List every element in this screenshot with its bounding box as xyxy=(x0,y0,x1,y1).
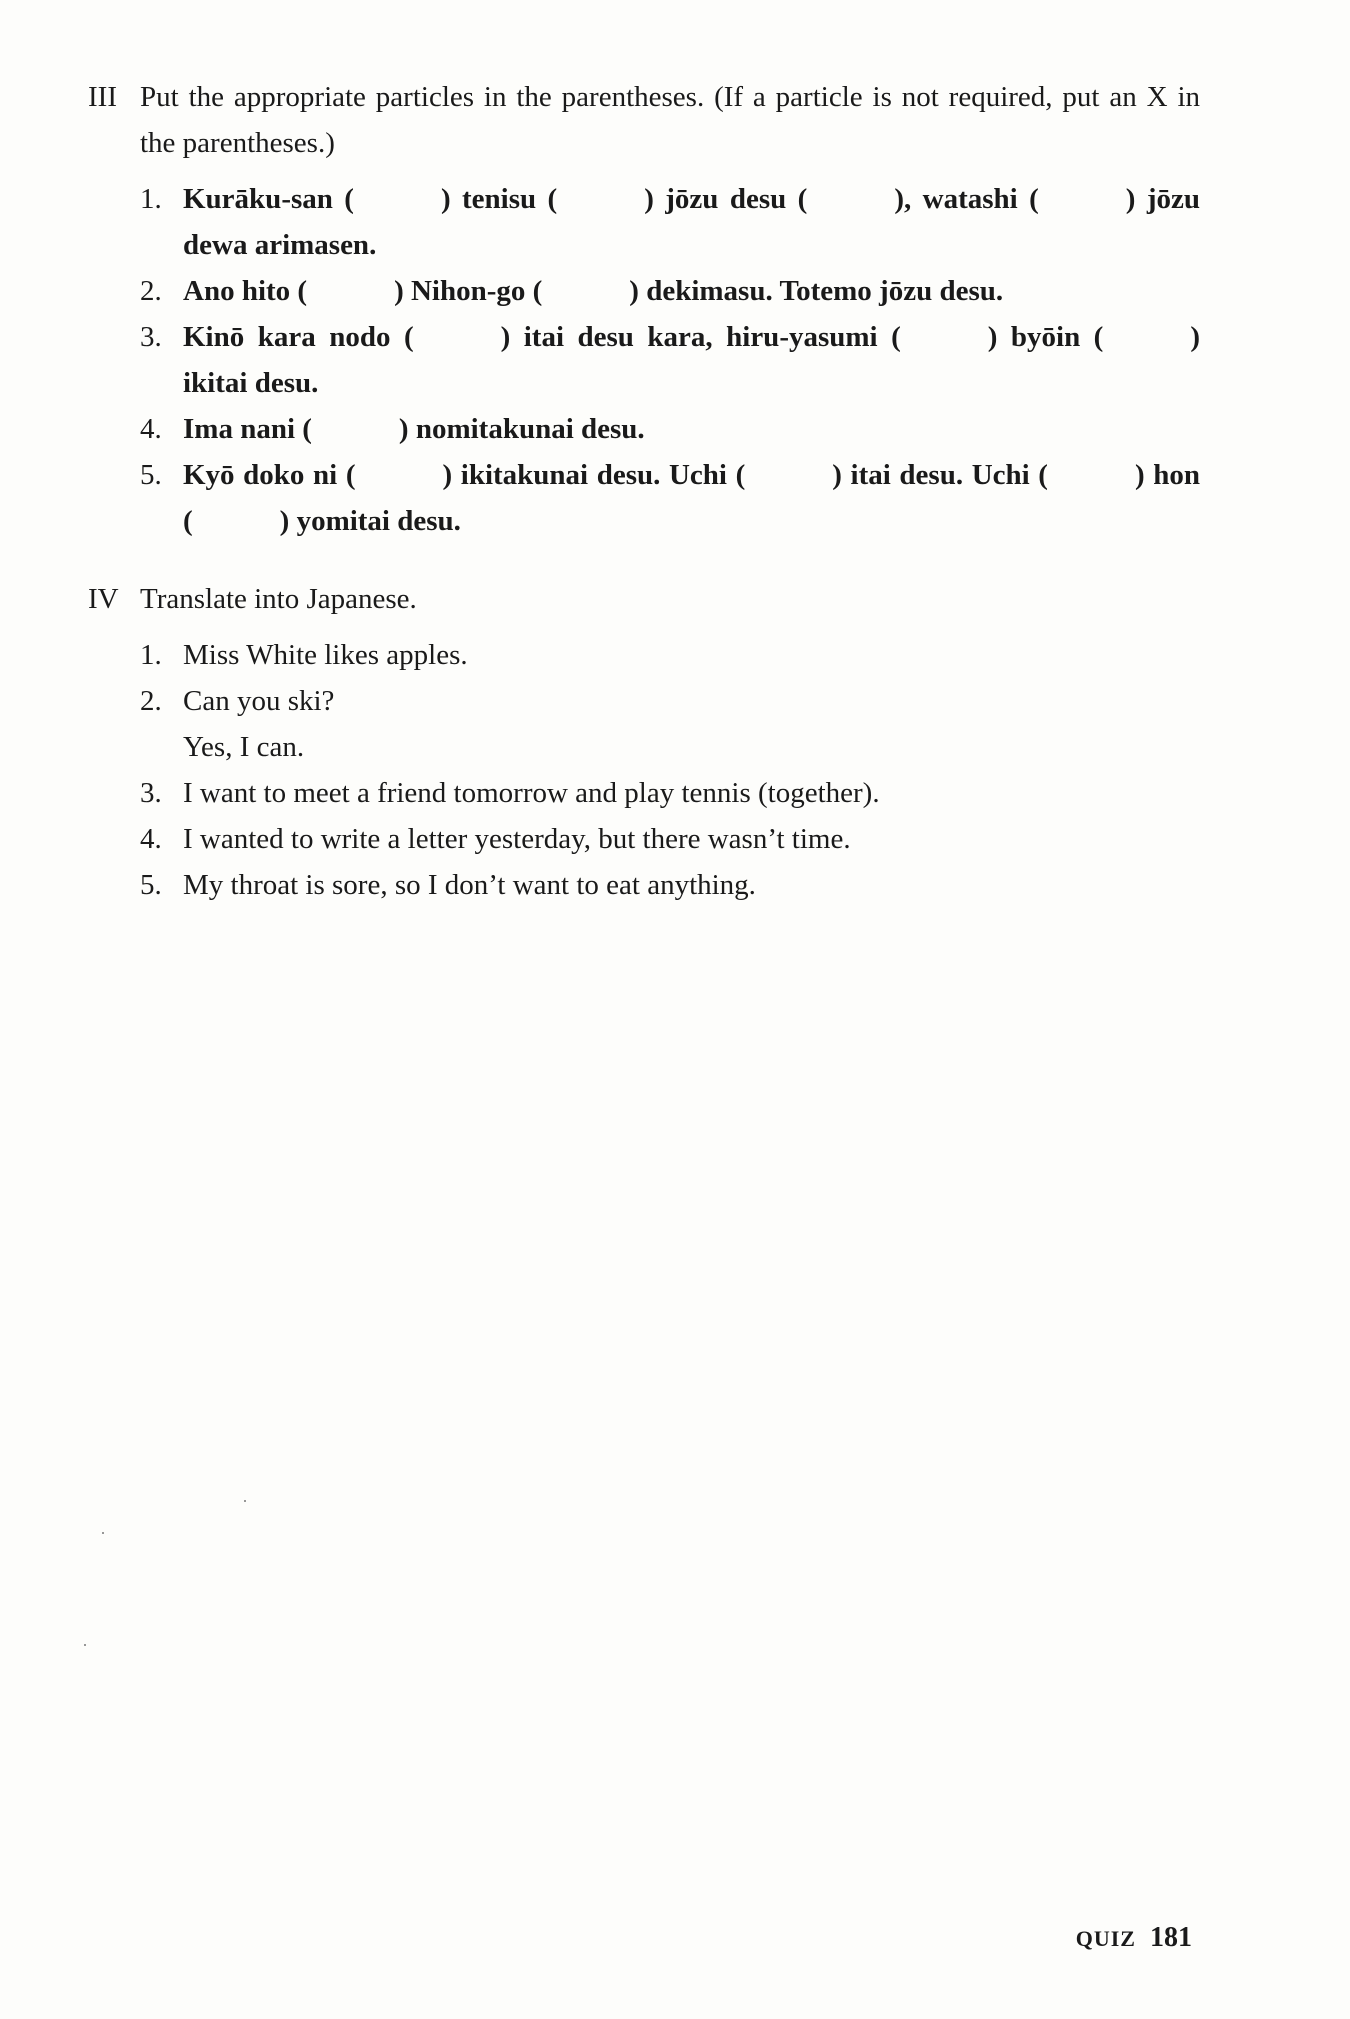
item-number: 4. xyxy=(140,823,162,855)
item-line: I wanted to write a letter yesterday, but there wasn’t time. xyxy=(183,823,851,855)
section-number: III xyxy=(88,81,117,113)
section-heading xyxy=(88,576,1200,622)
item-number: 5. xyxy=(140,869,162,901)
item-text: Ima nani ( ) nomitakunai desu. xyxy=(183,413,645,445)
item-line: I want to meet a friend tomorrow and play tennis (together). xyxy=(183,777,880,809)
footer-label: QUIZ xyxy=(1075,1926,1136,1951)
scan-speck xyxy=(102,1532,104,1534)
item-text xyxy=(183,770,1200,816)
item-line: Yes, I can. xyxy=(183,731,305,763)
list-item xyxy=(140,452,1200,544)
item-text xyxy=(183,816,1200,862)
item-text: Kyō doko ni ( ) ikitakunai desu. Uchi ( ) itai desu. Uchi ( ) hon ( ) yomitai desu. xyxy=(183,459,1200,537)
section-instruction: Translate into Japanese. xyxy=(140,583,417,615)
section-heading xyxy=(88,74,1200,166)
list-item xyxy=(140,816,1200,862)
item-number: 2. xyxy=(140,685,162,717)
item-number: 4. xyxy=(140,413,162,445)
item-number: 5. xyxy=(140,459,162,491)
list-item xyxy=(140,632,1200,678)
section-number: IV xyxy=(88,583,119,615)
item-text: Ano hito ( ) Nihon-go ( ) dekimasu. Totemo jōzu desu. xyxy=(183,275,1004,307)
list-item xyxy=(140,268,1200,314)
item-number: 3. xyxy=(140,321,162,353)
item-number: 1. xyxy=(140,639,162,671)
section-iii xyxy=(88,74,1200,544)
item-number: 2. xyxy=(140,275,162,307)
list-item xyxy=(140,862,1200,908)
item-line: Can you ski? xyxy=(183,685,335,717)
exercise-list xyxy=(140,176,1200,544)
translation-list xyxy=(140,632,1200,908)
item-text xyxy=(183,862,1200,908)
list-item xyxy=(140,678,1200,770)
list-item xyxy=(140,314,1200,406)
section-iv xyxy=(88,576,1200,908)
item-text xyxy=(183,678,1200,770)
item-text: Kinō kara nodo ( ) itai desu kara, hiru-yasumi ( ) byōin ( ) ikitai desu. xyxy=(183,321,1200,399)
scan-speck xyxy=(84,1644,86,1646)
section-instruction: Put the appropriate particles in the parentheses. (If a particle is not required, put an X in the parentheses.) xyxy=(140,81,1200,159)
scan-speck xyxy=(244,1500,246,1502)
item-text xyxy=(183,632,1200,678)
list-item xyxy=(140,406,1200,452)
item-line: Miss White likes apples. xyxy=(183,639,468,671)
item-number: 1. xyxy=(140,183,162,215)
item-line: My throat is sore, so I don’t want to eat anything. xyxy=(183,869,756,901)
list-item xyxy=(140,176,1200,268)
page-footer xyxy=(1076,1918,1192,1959)
item-number: 3. xyxy=(140,777,162,809)
page-number: 181 xyxy=(1150,1922,1192,1953)
list-item xyxy=(140,770,1200,816)
item-text: Kurāku-san ( ) tenisu ( ) jōzu desu ( ), watashi ( ) jōzu dewa arimasen. xyxy=(183,183,1200,261)
